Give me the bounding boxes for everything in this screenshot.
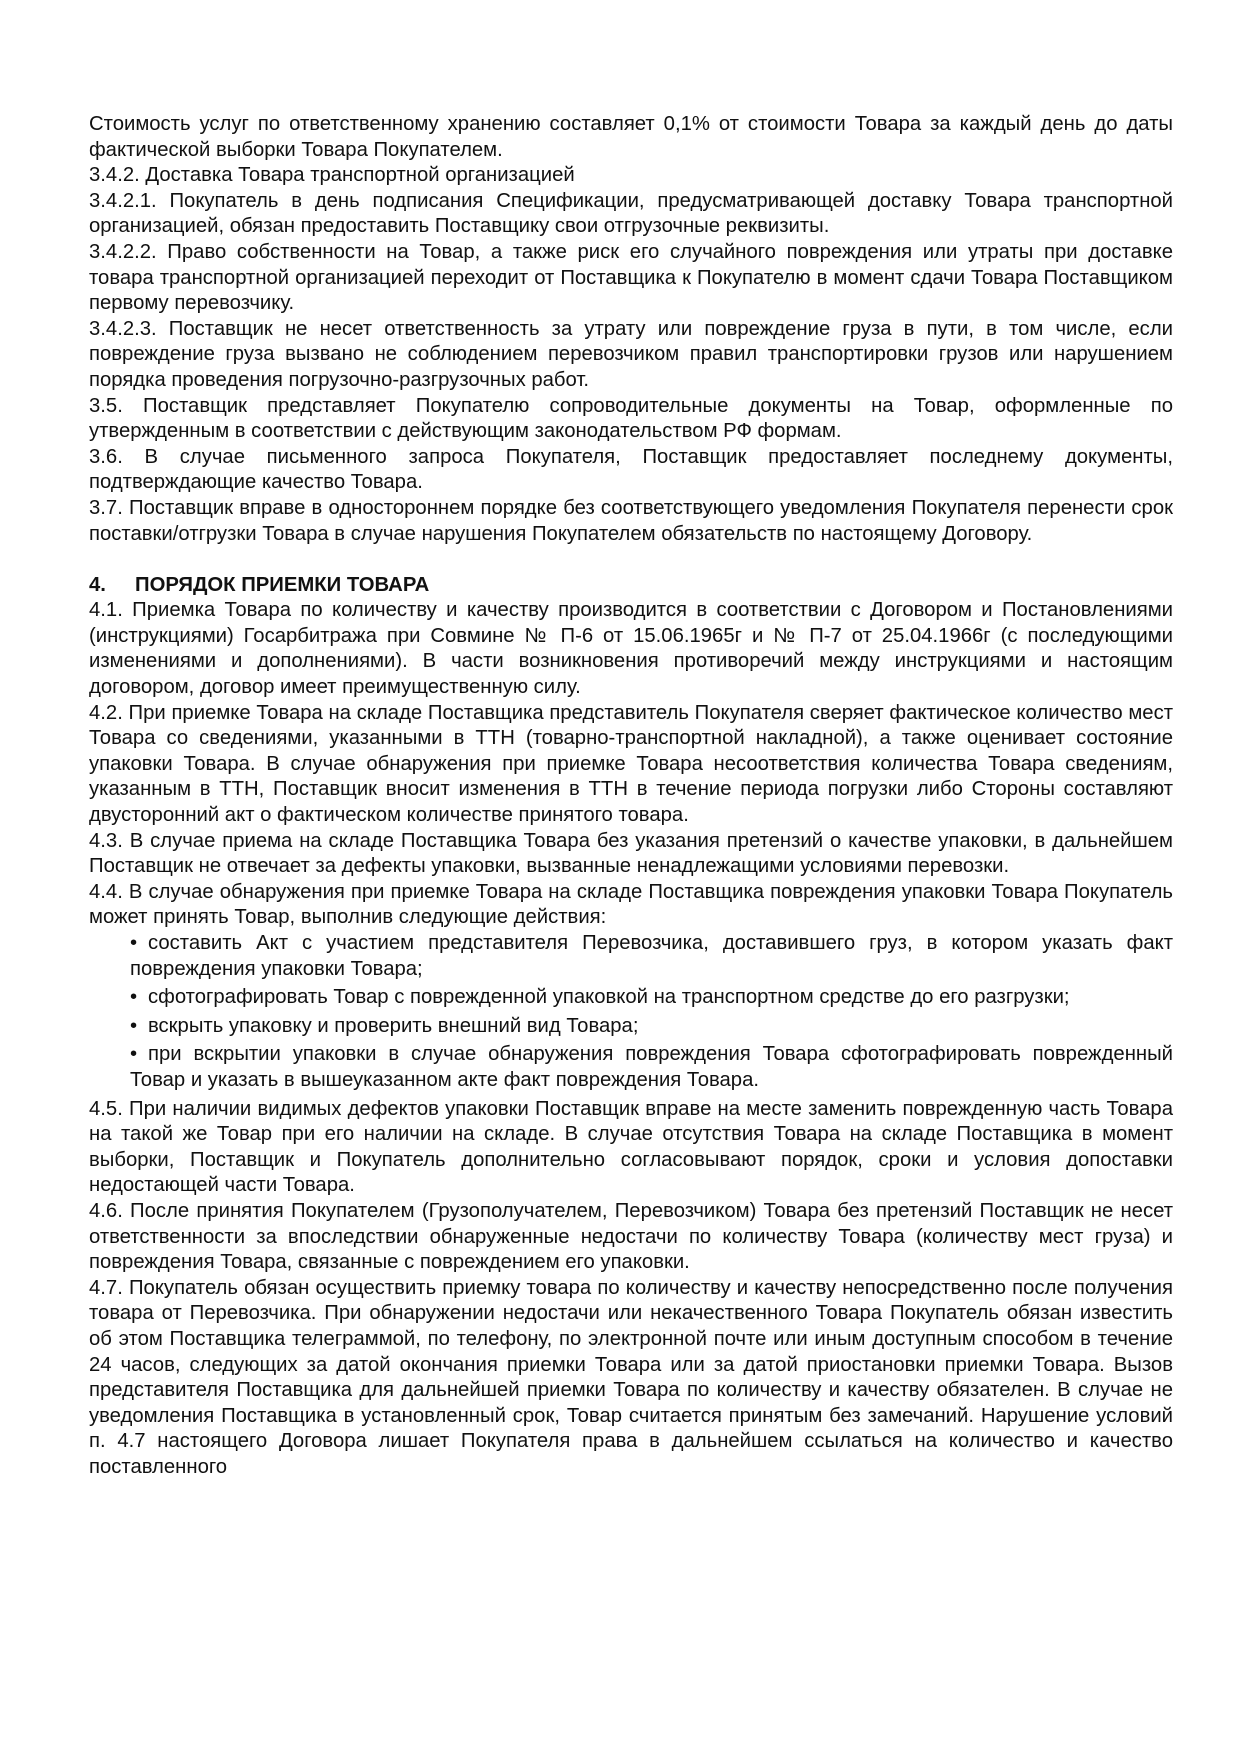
paragraph-3-4-2-1: 3.4.2.1. Покупатель в день подписания Спецификации, предусматривающей доставку Товара транспортной организацией, обязан предоставить Поставщику свои отгрузочные реквизиты. bbox=[89, 189, 1173, 238]
bullet-icon: • bbox=[130, 1043, 138, 1066]
section-4-heading bbox=[89, 573, 1173, 599]
paragraph-3-7: 3.7. Поставщик вправе в одностороннем порядке без соответствующего уведомления Покупателя перенести срок поставки/отгрузки Товара в случае нарушения Покупателем обязательств по настоящему Договору. bbox=[89, 496, 1173, 545]
paragraph-4-6: 4.6. После принятия Покупателем (Грузополучателем, Перевозчиком) Товара без претензий Поставщик не несет ответственности за впоследствии обнаруженные недостачи по количеству Товара (количеству мест груза) и повреждения Товара, связанные с повреждением его упаковки. bbox=[89, 1199, 1173, 1274]
list-item bbox=[130, 1014, 1173, 1040]
document-page bbox=[89, 112, 1173, 1480]
list-item-text: сфотографировать Товар с поврежденной упаковкой на транспортном средстве до его разгрузки; bbox=[148, 986, 1070, 1009]
section-4-number: 4. bbox=[89, 573, 106, 596]
paragraph-3-4-2-3: 3.4.2.3. Поставщик не несет ответственность за утрату или повреждение груза в пути, в том числе, если повреждение груза вызвано не соблюдением перевозчиком правил транспортировки грузов или нарушением порядка проведения погрузочно-разгрузочных работ. bbox=[89, 317, 1173, 391]
list-item-text: при вскрытии упаковки в случае обнаружения повреждения Товара сфотографировать поврежденный Товар и указать в вышеуказанном акте факт повреждения Товара. bbox=[130, 1043, 1173, 1091]
bullet-icon: • bbox=[130, 1014, 138, 1037]
paragraph-4-3: 4.3. В случае приема на складе Поставщика Товара без указания претензий о качестве упаковки, в дальнейшем Поставщик не отвечает за дефекты упаковки, вызванные ненадлежащими условиями перевозки. bbox=[89, 829, 1173, 878]
list-item bbox=[130, 1042, 1173, 1093]
bullet-icon: • bbox=[130, 986, 138, 1009]
paragraph-4-4: 4.4. В случае обнаружения при приемке Товара на складе Поставщика повреждения упаковки Товара Покупатель может принять Товар, выполнив следующие действия: bbox=[89, 880, 1173, 929]
section-spacer bbox=[89, 547, 1173, 573]
list-item-text: вскрыть упаковку и проверить внешний вид Товара; bbox=[148, 1014, 639, 1037]
bullet-icon: • bbox=[130, 932, 138, 954]
paragraph-3-4-2-2: 3.4.2.2. Право собственности на Товар, а также риск его случайного повреждения или утраты при доставке товара транспортной организацией переходит от Поставщика к Покупателю в момент сдачи Товара Поставщиком первому перевозчику. bbox=[89, 240, 1173, 315]
list-item bbox=[130, 931, 1173, 982]
paragraph-3-4-2: 3.4.2. Доставка Товара транспортной организацией bbox=[89, 164, 575, 187]
section-4-title: ПОРЯДОК ПРИЕМКИ ТОВАРА bbox=[135, 573, 430, 596]
paragraph-3-6: 3.6. В случае письменного запроса Покупателя, Поставщик предоставляет последнему документы, подтверждающие качество Товара. bbox=[89, 445, 1173, 494]
paragraph-4-5: 4.5. При наличии видимых дефектов упаковки Поставщик вправе на месте заменить поврежденную часть Товара на такой же Товар при его наличии на складе. В случае отсутствия Товара на складе Поставщика в момент выборки, Поставщик и Покупатель дополнительно согласовывают порядок, сроки и условия допоставки недостающей части Товара. bbox=[89, 1097, 1173, 1197]
list-item bbox=[130, 985, 1173, 1011]
paragraph-3-5: 3.5. Поставщик представляет Покупателю сопроводительные документы на Товар, оформленные по утвержденным в соответствии с действующим законодательством РФ формам. bbox=[89, 394, 1173, 443]
paragraph-4-1: 4.1. Приемка Товара по количеству и качеству производится в соответствии с Договором и Постановлениями (инструкциями) Госарбитража при Совмине № П-6 от 15.06.1965г и № П-7 от 25.04.1966г (с последующими изменениями и дополнениями). В части возникновения противоречий между инструкциями и настоящим договором, договор имеет преимущественную силу. bbox=[89, 599, 1173, 699]
paragraph-storage-cost: Стоимость услуг по ответственному хранению составляет 0,1% от стоимости Товара за каждый день до даты фактической выборки Товара Покупателем. bbox=[89, 113, 1173, 161]
paragraph-4-2: 4.2. При приемке Товара на складе Поставщика представитель Покупателя сверяет фактическое количество мест Товара со сведениями, указанными в ТТН (товарно-транспортной накладной), а также оценивает состояние упаковки Товара. В случае обнаружения при приемке Товара несоответствия количества Товара сведениям, указанным в ТТН, Поставщик вносит изменения в ТТН в течение периода погрузки либо Стороны составляют двусторонний акт о фактическом количестве принятого товара. bbox=[89, 701, 1173, 827]
list-item-text: составить Акт с участием представителя Перевозчика, доставившего груз, в котором указать факт повреждения упаковки Товара; bbox=[130, 932, 1173, 980]
actions-list bbox=[89, 931, 1173, 1094]
paragraph-4-7: 4.7. Покупатель обязан осуществить приемку товара по количеству и качеству непосредственно после получения товара от Перевозчика. При обнаружении недостачи или некачественного Товара Покупатель обязан известить об этом Поставщика телеграммой, по телефону, по электронной почте или иным доступным способом в течение 24 часов, следующих за датой окончания приемки Товара или за датой приостановки приемки Товара. Вызов представителя Поставщика для дальнейшей приемки Товара по количеству и качеству обязателен. В случае не уведомления Поставщика в установленный срок, Товар считается принятым без замечаний. Нарушение условий п. 4.7 настоящего Договора лишает Покупателя права в дальнейшем ссылаться на количество и качество поставленного bbox=[89, 1276, 1173, 1478]
